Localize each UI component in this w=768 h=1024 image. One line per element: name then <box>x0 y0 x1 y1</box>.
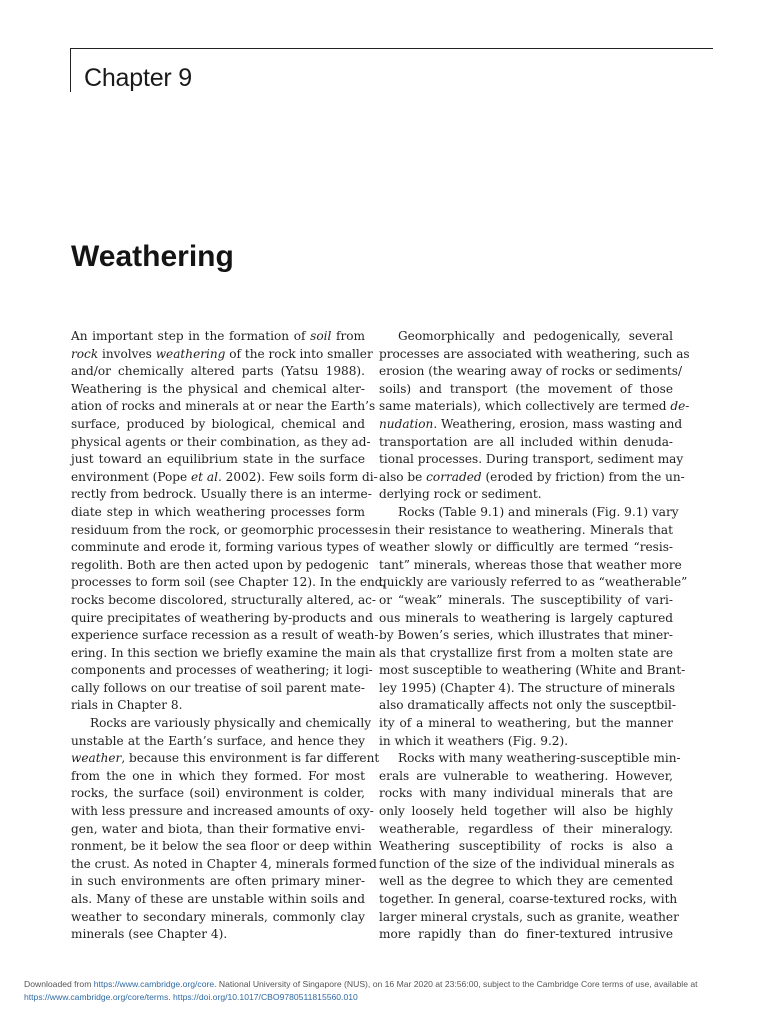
text-line: weather slowly or difficultly are termed “resis- <box>379 540 673 555</box>
text-line: from the one in which they formed. For most <box>71 768 365 783</box>
text-line: rocks, the surface (soil) environment is colder, <box>71 786 365 801</box>
text-line: nudation. Weathering, erosion, mass wasting and <box>379 416 683 431</box>
text-line: als. Many of these are unstable within soils and <box>71 892 365 906</box>
text-line: tional processes. During transport, sediment may <box>379 452 684 467</box>
text-line: ley 1995) (Chapter 4). The structure of minerals <box>379 680 676 695</box>
text-line: ity of a mineral to weathering, but the manner <box>379 716 673 731</box>
footer-separator: . <box>168 992 174 1002</box>
text-line: soils) and transport (the movement of those <box>379 381 673 396</box>
text-line: residuum from the rock, or geomorphic processes <box>71 522 379 537</box>
body-column-left <box>71 328 387 944</box>
text-line: or “weak” minerals. The susceptibility of vari- <box>379 592 673 607</box>
text-line: environment (Pope et al. 2002). Few soils form di- <box>71 469 378 484</box>
text-line: erals are vulnerable to weathering. However, <box>379 768 673 783</box>
text-line: function of the size of the individual minerals as <box>379 856 675 871</box>
text-line: unstable at the Earth’s surface, and hence they <box>71 733 365 748</box>
download-footer <box>24 978 734 1004</box>
top-rule <box>70 48 713 49</box>
text-line: surface, produced by biological, chemical and <box>71 416 365 431</box>
text-line: just toward an equilibrium state in the surface <box>71 452 365 467</box>
text-line: also dramatically affects not only the susceptbil- <box>379 698 676 713</box>
text-line: derlying rock or sediment. <box>379 487 542 502</box>
body-column-right <box>379 328 690 944</box>
text-line: physical agents or their combination, as they ad- <box>71 434 371 449</box>
text-line: in which it weathers (Fig. 9.2). <box>379 733 569 748</box>
text-line: in their resistance to weathering. Minerals that <box>379 522 673 537</box>
text-line: An important step in the formation of soil from <box>71 329 365 343</box>
footer-prefix: Downloaded from <box>24 979 94 989</box>
text-line: rocks become discolored, structurally altered, ac- <box>71 592 377 607</box>
text-line: gen, water and biota, than their formative envi- <box>71 821 365 836</box>
text-line: same materials), which collectively are termed de- <box>379 399 690 414</box>
text-line: ation of rocks and minerals at or near the Earth’s <box>71 399 376 414</box>
text-line: in such environments are often primary miner- <box>71 874 365 889</box>
text-line: components and processes of weathering; it logi- <box>71 663 373 678</box>
text-line: transportation are all included within denuda- <box>379 434 673 449</box>
text-line: larger mineral crystals, such as granite, weather <box>379 909 679 924</box>
chapter-label: Chapter 9 <box>84 64 192 92</box>
text-line: Rocks are variously physically and chemically <box>90 716 372 731</box>
text-line: by Bowen’s series, which illustrates that miner- <box>379 628 673 643</box>
text-line: regolith. Both are then acted upon by pedogenic <box>71 557 369 572</box>
text-line: most susceptible to weathering (White and Brant- <box>379 663 686 678</box>
footer-line-2 <box>24 991 734 1004</box>
text-line: weather to secondary minerals, commonly clay <box>71 909 365 924</box>
text-line: comminute and erode it, forming various types of <box>71 540 375 555</box>
text-line: Weathering susceptibility of rocks is also a <box>379 839 673 854</box>
text-line: processes to form soil (see Chapter 12). In the end, <box>71 575 387 590</box>
text-line: ous minerals to weathering is largely captured <box>379 610 673 625</box>
text-line: with less pressure and increased amounts of oxy- <box>71 804 374 819</box>
text-line: rocks with many individual minerals that are <box>379 786 673 801</box>
text-line: only loosely held together will also be highly <box>379 804 673 819</box>
footer-notice: . National University of Singapore (NUS), on 16 Mar 2020 at 23:56:00, subject to the Cambridge Core terms of use, available at <box>214 979 698 989</box>
chapter-title: Weathering <box>71 240 234 273</box>
text-line: also be corraded (eroded by friction) from the un- <box>379 469 685 484</box>
text-line: and/or chemically altered parts (Yatsu 1988). <box>71 364 365 379</box>
text-line: rock involves weathering of the rock into smaller <box>71 346 373 361</box>
text-line: tant” minerals, whereas those that weather more <box>379 557 682 572</box>
text-line: the crust. As noted in Chapter 4, minerals formed <box>71 856 377 871</box>
doi-link[interactable]: https://doi.org/10.1017/CBO9780511815560.010 <box>173 992 358 1002</box>
text-line: Rocks (Table 9.1) and minerals (Fig. 9.1) vary <box>398 504 679 519</box>
text-line: quire precipitates of weathering by-products and <box>71 610 373 625</box>
chapter-marker-rule <box>70 48 71 92</box>
text-line: weather, because this environment is far different <box>71 751 380 766</box>
text-line: Rocks with many weathering-susceptible min- <box>398 751 681 766</box>
text-line: processes are associated with weathering, such as <box>379 346 690 361</box>
text-line: cally follows on our treatise of soil parent mate- <box>71 680 365 695</box>
text-line: Geomorphically and pedogenically, several <box>398 329 673 343</box>
terms-link[interactable]: https://www.cambridge.org/core/terms <box>24 992 169 1002</box>
text-line: erosion (the wearing away of rocks or sediments/ <box>379 364 683 379</box>
text-line: together. In general, coarse-textured rocks, with <box>379 892 678 906</box>
text-line: weatherable, regardless of their mineralogy. <box>379 821 673 836</box>
text-line: ronment, be it below the sea floor or deep within <box>71 839 372 854</box>
text-line: ering. In this section we briefly examine the main <box>71 645 376 660</box>
text-line: diate step in which weathering processes form <box>71 504 365 519</box>
text-line: rials in Chapter 8. <box>71 698 183 713</box>
text-line: als that crystallize first from a molten state are <box>379 645 673 660</box>
text-line: minerals (see Chapter 4). <box>71 927 228 942</box>
footer-line-1 <box>24 978 734 991</box>
text-line: more rapidly than do finer-textured intrusive <box>379 927 673 942</box>
core-link[interactable]: https://www.cambridge.org/core <box>93 979 215 989</box>
text-line: rectly from bedrock. Usually there is an interme- <box>71 487 372 502</box>
text-line: Weathering is the physical and chemical alter- <box>71 381 365 396</box>
text-line: well as the degree to which they are cemented <box>379 874 673 889</box>
text-line: experience surface recession as a result of weath- <box>71 628 379 643</box>
text-line: quickly are variously referred to as “weatherable” <box>379 575 688 590</box>
